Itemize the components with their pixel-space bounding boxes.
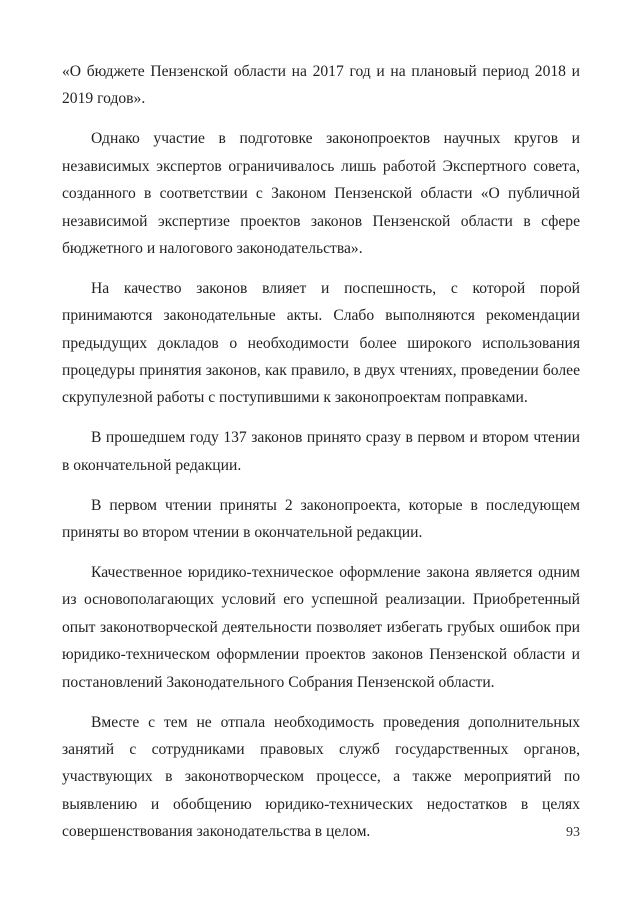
paragraph-2: Однако участие в подготовке законопроектов научных кругов и независимых экспертов ограничивалось лишь работой Экспертного совета, созданного в соответствии с Законом Пензенской области «О публичной независимой экспертизе проектов законов Пензенской области в сфере бюджетного и налогового законодательства».	[62, 130, 580, 257]
page-number: 93	[566, 825, 580, 840]
paragraph-6: Качественное юридико-техническое оформление закона является одним из основополагающих условий его успешной реализации. Приобретенный опыт законотворческой деятельности позволяет избегать грубых ошибок при юридико-техническом оформлении проектов законов Пензенской области и постановлений Законодательного Собрания Пензенской области.	[62, 564, 580, 691]
paragraph-3: На качество законов влияет и поспешность, с которой порой принимаются законодательные акты. Слабо выполняются рекомендации предыдущих докладов о необходимости более широкого использования процедуры принятия законов, как правило, в двух чтениях, проведении более скрупулезной работы с поступившими к законопроектам поправками.	[62, 279, 580, 407]
paragraph-7: Вместе с тем не отпала необходимость проведения дополнительных занятий с сотрудниками правовых служб государственных органов, участвующих в законотворческом процессе, а также мероприятий по выявлению и обобщению юридико-технических недостатков в целях совершенствования законодательства в целом.	[62, 713, 580, 841]
paragraph-4: В прошедшем году 137 законов принято сразу в первом и втором чтении в окончательной редакции.	[62, 429, 580, 474]
paragraph-1: «О бюджете Пензенской области на 2017 год и на плановый период 2018 и 2019 годов».	[62, 63, 580, 108]
body-text	[62, 58, 580, 858]
paragraph-5: В первом чтении приняты 2 законопроекта, которые в последующем приняты во втором чтении в окончательной редакции.	[62, 496, 580, 542]
